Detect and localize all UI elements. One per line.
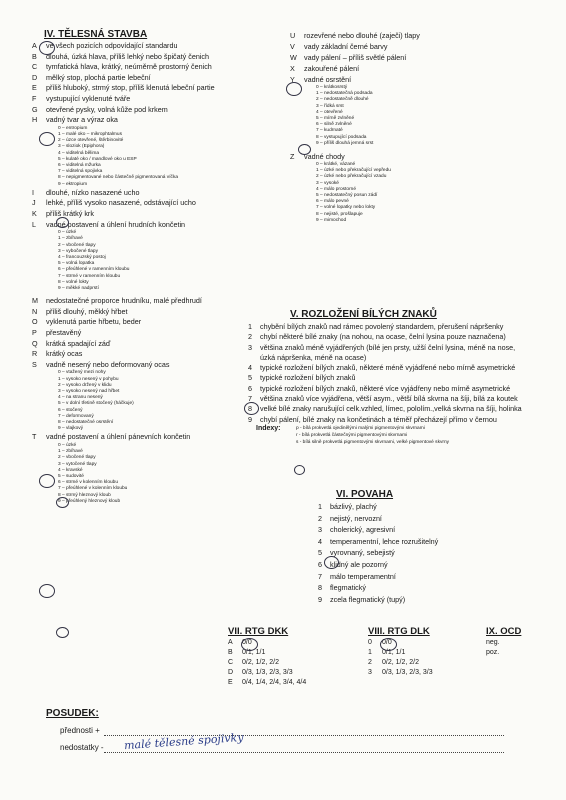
- v-number: 4: [248, 363, 252, 373]
- viii-grade: 0: [368, 639, 372, 646]
- v-number: 6: [248, 383, 252, 393]
- index-entry: r - bílá prokvetlá částečnými pigmentovými skvrnami: [296, 432, 408, 438]
- iv-l-option: 0 – úzké: [58, 230, 77, 236]
- iv-letter: Q: [32, 338, 38, 348]
- iv-t-option: 1 – zbíhavé: [58, 449, 83, 455]
- vi-item: [318, 536, 518, 548]
- iv-text: krátký ocas: [46, 349, 83, 359]
- circle-mark-h7: [56, 217, 69, 228]
- right-letter: Z: [290, 152, 295, 162]
- vi-number: 8: [318, 583, 322, 593]
- z-option: 7 – volné lopatky nebo lokty: [316, 205, 376, 211]
- iv-letter: D: [32, 72, 38, 82]
- iv-t-option: 8 – strmý hleznový kloub: [58, 492, 111, 498]
- viii-values: 0/0: [382, 639, 392, 646]
- v-item: [248, 343, 558, 353]
- handwritten-note: malé tělesné spojivky: [123, 730, 244, 753]
- iv-letter: I: [32, 187, 34, 197]
- iv-text: vadné postavení a úhlení hrudních končetin: [46, 219, 186, 229]
- posudek-title: POSUDEK:: [46, 708, 99, 719]
- vi-number: 4: [318, 536, 322, 546]
- iv-letter: P: [32, 327, 37, 337]
- section-ix: [486, 625, 521, 658]
- iv-letter: E: [32, 83, 37, 93]
- iv-text: vadný tvar a výraz oka: [46, 115, 118, 125]
- vi-text: nejistý, nervozní: [330, 513, 382, 523]
- iv-l-option: 1 – zbíhavé: [58, 236, 83, 242]
- iv-l-sublist: [32, 230, 282, 292]
- vi-item: [318, 547, 518, 559]
- iv-l-option: 4 – francouzský postoj: [58, 254, 106, 260]
- v-item: [248, 322, 558, 332]
- iv-text: vyklenutá partie hřbetu, beder: [46, 317, 142, 327]
- iv-list-4: [32, 432, 282, 443]
- viii-grade: 2: [368, 659, 372, 666]
- section-viii: [368, 625, 433, 678]
- prednosti-label: přednosti +: [60, 726, 100, 735]
- vii-row: [228, 668, 306, 678]
- iv-letter: G: [32, 104, 38, 114]
- iv-s-option: 6 – stočený: [58, 407, 83, 413]
- iv-item: [32, 52, 282, 63]
- index-entry: s - bílá silně prokvetlá pigmentovými skvrnami, velké pigmentové skvrny: [296, 439, 450, 445]
- vi-number: 5: [318, 548, 322, 558]
- vi-number: 3: [318, 525, 322, 535]
- iv-text: lehké, příliš vysoko nasazené, odstávající ucho: [46, 198, 196, 208]
- iv-text: vadné postavení a úhlení pánevních končetin: [46, 432, 191, 442]
- viii-row: [368, 658, 433, 668]
- z-sublist: [290, 162, 550, 224]
- iv-item: [32, 115, 282, 126]
- vi-text: málo temperamentní: [330, 571, 396, 581]
- iv-text: příliš hluboký, strmý stop, příliš klenutá lebeční partie: [46, 83, 215, 93]
- v-item: [248, 415, 558, 425]
- iv-text: nedostatečné proporce hrudníku, malé předhrudí: [46, 296, 202, 306]
- iv-h-option: 8 – nepigmentované nebo částečně pigmentovaná víčka: [58, 175, 179, 181]
- iv-text: ve všech pozicích odpovídající standardu: [46, 41, 178, 50]
- ix-rows: [486, 638, 521, 658]
- v-item: [248, 384, 558, 394]
- circle-mark-s: [39, 474, 55, 488]
- iv-l-option: 3 – vybočené tlapy: [58, 248, 99, 254]
- z-option: 4 – málo prostorné: [316, 186, 356, 192]
- iv-t-option: 2 – vbočené tlapy: [58, 455, 96, 461]
- iv-l-option: 8 – volné lokty: [58, 279, 89, 285]
- index-entry: p - bílá prokvetlá ojedinělými malými pigmentovými skvrnami: [296, 425, 425, 431]
- vii-grade: A: [228, 639, 233, 646]
- v-number: 7: [248, 394, 252, 404]
- y-option: 5 – mírně zvlněné: [316, 116, 355, 122]
- iv-h-option: 2 – úzce otevřené, štěrbinovité: [58, 138, 124, 144]
- v-text: většina znaků méně vyjádřených (bílé jen prsty, užší čelní lysina, méně na nose,: [260, 342, 516, 352]
- section-iv-title: IV. TĚLESNÁ STAVBA: [44, 29, 148, 40]
- iv-item: [32, 105, 282, 116]
- viii-values: 0/1, 1/1: [382, 649, 406, 656]
- vi-text: temperamentní, lehce rozrušitelný: [330, 536, 439, 546]
- right-text: vady pálení – příliš světlé pálení: [304, 53, 407, 62]
- iv-t-option: 5 – sudovité: [58, 473, 84, 479]
- right-text: zakouřené pálení: [304, 64, 360, 73]
- y-option: 2 – nedostatečně dlouhé: [316, 97, 369, 103]
- iv-text: příliš krátký krk: [46, 208, 94, 218]
- v-text: typické rozložení bílých znaků: [260, 373, 356, 383]
- v-text: chybění bílých znaků nad rámec povolený standardem, přerušení nápršenky: [260, 322, 504, 331]
- iv-t-option: 0 – úzké: [58, 442, 77, 448]
- right-item: [290, 41, 550, 52]
- iv-h-option: 1 – malé oko – mikrophtalmus: [58, 131, 122, 137]
- iv-s-sublist: [32, 370, 282, 432]
- vii-values: 0/0: [242, 639, 252, 646]
- vii-row: [228, 658, 306, 668]
- vi-number: 7: [318, 571, 322, 581]
- circle-mark-a: [39, 41, 55, 55]
- circle-mark-t: [39, 584, 55, 598]
- z-item: [290, 151, 550, 162]
- iv-s-option: 1 – vysoko nesený v pohybu: [58, 376, 119, 382]
- iv-s-option: 3 – vysoko nesený nad hřbet: [58, 388, 120, 394]
- iv-t-option: 7 – přeúhlené v kolenním kloubu: [58, 486, 128, 492]
- iv-l-option: 6 – přeúhlené v ramenním kloubu: [58, 267, 130, 273]
- viii-grade: 1: [368, 649, 372, 656]
- section-right: [290, 30, 550, 224]
- vi-text: zcela flegmatický (tupý): [330, 594, 406, 604]
- iv-letter: M: [32, 296, 38, 306]
- iv-letter: B: [32, 51, 37, 61]
- iv-item: [32, 339, 282, 350]
- circle-mark-vi5: [324, 556, 339, 569]
- right-text: vady základní černé barvy: [304, 42, 388, 51]
- iv-h-option: 7 – viditelná spojivka: [58, 169, 103, 175]
- iv-t-option: 6 – strmé v kolenním kloubu: [58, 480, 118, 486]
- vii-values: 0/1, 1/1: [242, 649, 266, 656]
- vii-grade: D: [228, 669, 234, 676]
- right-item: [290, 52, 550, 63]
- iv-t-option: 3 – vytočené tlapy: [58, 461, 97, 467]
- iv-t-option: 4 – kravské: [58, 467, 83, 473]
- y-option: 9 – příliš dlouhá jemná srst: [316, 140, 374, 146]
- vi-number: 6: [318, 559, 322, 569]
- right-letter: U: [290, 31, 296, 40]
- right-item: [290, 30, 550, 41]
- circle-mark-s1: [56, 497, 69, 508]
- vi-text: vyrovnaný, sebejistý: [330, 548, 395, 558]
- iv-letter: S: [32, 359, 37, 369]
- iv-letter: C: [32, 62, 38, 72]
- iv-item: [32, 41, 282, 52]
- vi-item: [318, 513, 518, 525]
- iv-item: [32, 432, 282, 443]
- iv-text: přestavěný: [46, 327, 82, 337]
- v-number: 8: [248, 404, 252, 414]
- circle-mark-vii-a: [241, 638, 258, 651]
- v-text: chybí pálení, bílé znaky na končetinách a téměř přecházejí přímo v černou: [260, 414, 497, 424]
- y-sublist: [290, 85, 550, 147]
- right-text: vadné osrstění: [304, 75, 352, 84]
- section-ix-title: IX. OCD: [486, 626, 522, 637]
- iv-list-2: [32, 188, 282, 230]
- z-option: 9 – mimochod: [316, 217, 347, 223]
- vi-item: [318, 571, 518, 583]
- v-text: typické rozložení bílých znaků, některé méně vyjádřené nebo mírně asymetrické: [260, 363, 516, 373]
- circle-mark-y5: [298, 144, 311, 155]
- vii-grade: B: [228, 649, 233, 656]
- circle-mark-index-r: [294, 465, 305, 475]
- iv-s-option: 8 – nedostatečné osrstění: [58, 419, 114, 425]
- section-v: [248, 308, 558, 451]
- v-number: 5: [248, 373, 252, 383]
- vi-item: [318, 559, 518, 571]
- iv-letter: A: [32, 41, 37, 50]
- z-option: 0 – krátké, vázané: [316, 162, 356, 168]
- z-option: 8 – nejisté, prošlapuje: [316, 211, 363, 217]
- iv-s-option: 7 – deformovaný: [58, 413, 94, 419]
- iv-h-option: 3 – sloziok (Epiphora): [58, 144, 105, 150]
- y-option: 7 – kudrnaté: [316, 128, 343, 134]
- iv-item: [32, 73, 282, 84]
- nedostatky-line: [104, 752, 504, 753]
- viii-rows: [368, 638, 433, 678]
- iv-text: dlouhé, nízko nasazené ucho: [46, 187, 140, 197]
- v-item: [248, 373, 558, 383]
- iv-letter: R: [32, 349, 38, 359]
- right-item: [290, 74, 550, 85]
- vi-list: [318, 501, 518, 605]
- v-number: 9: [248, 414, 252, 424]
- iv-text: krátká spadající záď: [46, 338, 111, 348]
- section-vi: [318, 488, 518, 605]
- vi-item: [318, 524, 518, 536]
- vi-item: [318, 594, 518, 606]
- v-item: [248, 394, 558, 404]
- vii-values: 0/4, 1/4, 2/4, 3/4, 4/4: [242, 679, 307, 686]
- y-option: 6 – silně zvlněné: [316, 122, 352, 128]
- viii-row: [368, 648, 433, 658]
- iv-letter: T: [32, 432, 37, 442]
- v-item: [248, 363, 558, 373]
- iv-item: [32, 328, 282, 339]
- v-list: [248, 322, 558, 425]
- vii-row: [228, 638, 306, 648]
- vi-number: 2: [318, 513, 322, 523]
- y-option: 8 – vystupující podsada: [316, 134, 367, 140]
- v-text: velké bílé znaky narušující celk.vzhled, límec, pololím.,velká skvrna na šíji, holinka: [260, 404, 522, 414]
- iv-text: vystupující vyklenuté tváře: [46, 93, 131, 103]
- iv-item: [32, 307, 282, 318]
- right-item: [290, 151, 550, 162]
- iv-item: [32, 198, 282, 209]
- right-list: [290, 30, 550, 85]
- iv-item: [32, 83, 282, 94]
- iv-item: [32, 188, 282, 199]
- vi-number: 9: [318, 594, 322, 604]
- iv-item: [32, 296, 282, 307]
- ix-row: poz.: [486, 649, 500, 656]
- iv-letter: L: [32, 219, 36, 229]
- section-vi-title: VI. POVAHA: [336, 489, 394, 500]
- right-item: [290, 63, 550, 74]
- nedostatky-label: nedostatky -: [60, 743, 104, 752]
- iv-letter: O: [32, 317, 38, 327]
- y-option: 1 – nedostatečná podsada: [316, 91, 373, 97]
- z-option: 2 – úzké nebo překračující vzadu: [316, 174, 387, 180]
- iv-h-option: 0 – entropium: [58, 125, 88, 131]
- viii-values: 0/2, 1/2, 2/2: [382, 659, 419, 666]
- iv-text: otevřené pysky, volná kůže pod krkem: [46, 104, 168, 114]
- vi-item: [318, 501, 518, 513]
- section-viii-title: VIII. RTG DLK: [368, 626, 430, 637]
- y-option: 3 – řídká srst: [316, 103, 344, 109]
- iv-letter: J: [32, 198, 36, 208]
- section-v-title: V. ROZLOŽENÍ BÍLÝCH ZNAKŮ: [290, 309, 437, 320]
- vii-values: 0/2, 1/2, 2/2: [242, 659, 279, 666]
- z-option: 1 – úzké nebo překračující vepředu: [316, 168, 391, 174]
- iv-item: [32, 360, 282, 371]
- vii-row: [228, 678, 306, 688]
- right-letter: Y: [290, 75, 295, 84]
- v-item: [248, 353, 558, 363]
- iv-s-option: 5 – v dolní třetině stočený (háčkuje): [58, 401, 134, 407]
- right-letter: V: [290, 42, 295, 51]
- vi-text: bázlivý, plachý: [330, 502, 377, 511]
- iv-text: příliš dlouhý, měkký hřbet: [46, 306, 128, 316]
- vi-item: [318, 582, 518, 594]
- y-option: 4 – otevřené: [316, 109, 343, 115]
- iv-item: [32, 220, 282, 231]
- iv-h-option: 5 – kulaté oko / mandlové oko u ESP: [58, 156, 137, 162]
- iv-h-option: 6 – viditelná mžurka: [58, 162, 101, 168]
- right-letter: W: [290, 53, 297, 62]
- section-vii: [228, 625, 306, 688]
- iv-text: tymfatická hlava, krátký, neúměrně prostorný čenich: [46, 62, 212, 72]
- right-text: rozevřené nebo dlouhé (zaječi) tlapy: [304, 31, 420, 40]
- vii-grade: C: [228, 659, 234, 666]
- iv-item: [32, 209, 282, 220]
- viii-values: 0/3, 1/3, 2/3, 3/3: [382, 669, 433, 676]
- v-number: 2: [248, 332, 252, 342]
- iv-l-option: 9 – měkké nadprstí: [58, 285, 99, 291]
- iv-s-option: 9 – vlajkový: [58, 426, 84, 432]
- viii-row: [368, 638, 433, 648]
- iv-l-option: 2 – vbočené tlapy: [58, 242, 96, 248]
- iv-letter: K: [32, 208, 37, 218]
- section-iv: [32, 28, 282, 505]
- circle-mark-h: [39, 132, 55, 146]
- iv-h-option: 4 – viditelná bělima: [58, 150, 100, 156]
- vi-number: 1: [318, 502, 322, 511]
- iv-h-option: 9 – ektropium: [58, 181, 88, 187]
- iv-item: [32, 62, 282, 73]
- v-item: [248, 404, 558, 414]
- right-text: vadné chody: [304, 152, 345, 162]
- z-option: 3 – vysoké: [316, 180, 339, 186]
- iv-t-option: 9 – přeúhlený hleznový kloub: [58, 498, 121, 504]
- index-list: [296, 425, 449, 446]
- section-posudek: [46, 708, 546, 753]
- right-letter: X: [290, 64, 295, 73]
- iv-item: [32, 317, 282, 328]
- viii-row: [368, 668, 433, 678]
- iv-text: vadně nesený nebo deformovaný ocas: [46, 359, 170, 369]
- z-option: 6 – málo pevné: [316, 199, 349, 205]
- v-text: typické rozložení bílých znaků, některé více vyjádřeny nebo mírně asymetrické: [260, 383, 511, 393]
- iv-s-option: 2 – vysoko držený v klidu: [58, 382, 112, 388]
- iv-list-3: [32, 296, 282, 370]
- vii-values: 0/3, 1/3, 2/3, 3/3: [242, 669, 293, 676]
- v-number: 3: [248, 342, 252, 352]
- v-text: chybí některé bílé znaky (na nohou, na ocase, čelní lysina pouze naznačena): [260, 332, 506, 342]
- vi-text: klidný ale pozorný: [330, 559, 388, 569]
- ix-row: neg.: [486, 639, 500, 646]
- index-label: Indexy:: [256, 424, 281, 432]
- section-vii-title: VII. RTG DKK: [228, 626, 289, 637]
- v-text: úzká nápršenka, méně na ocase): [260, 352, 367, 362]
- iv-letter: N: [32, 306, 38, 316]
- v-item: [248, 332, 558, 342]
- iv-s-option: 0 – vtažený mezi nohy: [58, 370, 106, 376]
- iv-item: [32, 94, 282, 105]
- iv-letter: H: [32, 115, 38, 125]
- v-number: 1: [248, 322, 252, 331]
- iv-letter: F: [32, 93, 37, 103]
- iv-s-option: 4 – na stranu nesený: [58, 395, 103, 401]
- iv-text: dlouhá, úzká hlava, příliš lehký nebo špičatý čenich: [46, 51, 210, 61]
- circle-mark-v6: [244, 402, 259, 415]
- iv-h-sublist: [32, 126, 282, 188]
- vi-text: cholerický, agresivní: [330, 525, 396, 535]
- vii-grade: E: [228, 679, 233, 686]
- vi-text: flegmatický: [330, 583, 366, 593]
- circle-mark-t3: [56, 627, 69, 638]
- circle-mark-y: [286, 82, 302, 96]
- v-text: většina znaků více vyjádřena, větší asym., větší bílá skvrna na šíji, bílá za koutek: [260, 394, 518, 404]
- iv-list-1: [32, 41, 282, 126]
- y-option: 0 – krátkosrstý: [316, 85, 348, 90]
- iv-t-sublist: [32, 443, 282, 505]
- index-block: [248, 425, 558, 451]
- iv-item: [32, 349, 282, 360]
- iv-text: mělký stop, plochá partie lebeční: [46, 72, 151, 82]
- z-option: 5 – nedostatečný posun zádí: [316, 193, 378, 199]
- iv-l-option: 7 – strmé v ramenním kloubu: [58, 273, 121, 279]
- vii-rows: [228, 638, 306, 688]
- vii-row: [228, 648, 306, 658]
- circle-mark-viii-0: [380, 638, 397, 651]
- viii-grade: 3: [368, 669, 372, 676]
- iv-l-option: 5 – volná lopatka: [58, 261, 95, 267]
